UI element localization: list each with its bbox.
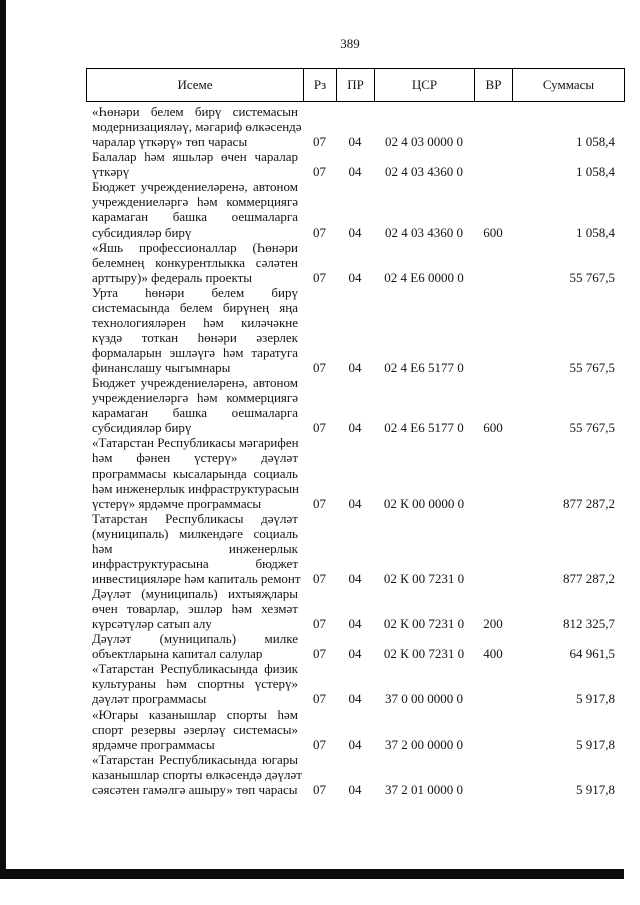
row-name: [86, 179, 303, 239]
row-name-line: Бюджет учреждениеләренә, автоном: [92, 375, 298, 391]
row-name-line: һәм фәнен үстерү» дәүләт: [92, 450, 298, 466]
row-name-line: «Татарстан Республикасында физик: [92, 661, 298, 677]
row-name-line: Дәүләт (муниципаль) ихтыяҗлары: [92, 586, 298, 601]
row-name-line: Дәүләт (муниципаль) милке: [92, 631, 298, 647]
csr-cell: 02 4 E6 5177 0: [384, 360, 464, 376]
rz-cell: 07: [313, 360, 326, 376]
rz-cell: 07: [313, 269, 326, 285]
table-row: [86, 375, 625, 435]
header-rz: Рз: [304, 69, 337, 101]
row-name: [86, 240, 303, 285]
vr-cell: 400: [483, 646, 503, 662]
csr-cell: 02 К 00 7231 0: [383, 646, 465, 662]
row-name: [86, 285, 303, 375]
row-name-line: Балалар һәм яшьләр өчен чаралар: [92, 149, 298, 165]
table-row: [86, 661, 625, 706]
row-name: [86, 149, 303, 179]
pr-cell: 04: [348, 781, 362, 797]
pr-cell: 04: [348, 420, 362, 436]
row-name-line: (муниципаль) милкендәге социаль: [92, 525, 298, 541]
row-name-line: Бюджет учреждениеләренә, автоном: [92, 179, 298, 195]
pr-cell: 04: [348, 134, 362, 150]
pr-cell: 04: [348, 736, 362, 752]
csr-cell: 02 К 00 0000 0: [383, 495, 465, 511]
pr-cell: 04: [348, 570, 362, 586]
row-name-line: арттыру)» федераль проекты: [92, 269, 253, 285]
table-header: [86, 68, 625, 102]
row-name-line: «Югары казанышлар спорты һәм: [92, 706, 298, 722]
row-name-line: инвестицияләре һәм капиталь ремонт: [92, 570, 301, 586]
csr-cell: 02 4 03 4360 0: [385, 164, 463, 180]
csr-cell: 02 К 00 7231 0: [383, 616, 465, 632]
rz-cell: 07: [313, 736, 326, 752]
sum-cell: 877 287,2: [563, 495, 615, 511]
pr-cell: 04: [348, 495, 362, 511]
row-name-line: формаларын эшләүгә һәм таратуга: [92, 345, 298, 360]
table-row: [86, 240, 625, 285]
row-name: [86, 661, 303, 706]
sum-cell: 1 058,4: [576, 224, 615, 240]
rz-cell: 07: [313, 691, 326, 707]
scan-edge-bottom: [0, 869, 624, 879]
table-row: [86, 285, 625, 375]
row-name-line: системасында белем бирүнең яңа: [92, 299, 298, 315]
rz-cell: 07: [313, 420, 326, 436]
pr-cell: 04: [348, 269, 362, 285]
row-name-line: «Татарстан Республикасында югары: [92, 751, 298, 767]
header-csr: ЦСР: [375, 69, 475, 101]
row-name-line: модернизацияләү, мәгариф өлкәсендә: [92, 119, 302, 135]
row-name-line: Татарстан Республикасы дәүләт: [92, 510, 298, 526]
row-name-line: финанслашу чыгымнары: [92, 360, 231, 376]
row-name-line: учреждениеләргә һәм коммерциягә: [92, 390, 298, 406]
row-name-line: карамаган башка оешмаларга: [92, 209, 298, 225]
table-row: [86, 752, 625, 797]
rz-cell: 07: [313, 495, 326, 511]
csr-cell: 02 К 00 7231 0: [383, 570, 465, 586]
row-name: [86, 435, 303, 510]
row-name: [86, 752, 303, 797]
header-name: Исеме: [87, 69, 304, 101]
csr-cell: 02 4 03 0000 0: [385, 134, 463, 150]
row-name: [86, 104, 303, 149]
table-row: [86, 511, 625, 586]
row-name-line: субсидияләр бирү: [92, 224, 192, 240]
csr-cell: 02 4 E6 0000 0: [384, 269, 464, 285]
rz-cell: 07: [313, 646, 326, 662]
row-name-line: Урта һөнәри белем бирү: [92, 284, 298, 300]
csr-cell: 37 2 01 0000 0: [385, 781, 463, 797]
row-name: [86, 707, 303, 752]
row-name: [86, 375, 303, 435]
row-name-line: объектларына капитал салулар: [92, 646, 263, 662]
sum-cell: 877 287,2: [563, 570, 615, 586]
header-vr: ВР: [475, 69, 513, 101]
header-pr: ПР: [337, 69, 375, 101]
row-name-line: ярдәмче программасы: [92, 736, 215, 752]
sum-cell: 55 767,5: [569, 269, 615, 285]
vr-cell: 600: [483, 224, 503, 240]
row-name-line: инфраструктурасына бюджет: [92, 555, 298, 571]
csr-cell: 02 4 03 4360 0: [385, 224, 463, 240]
rz-cell: 07: [313, 781, 326, 797]
row-name-line: үткәрү: [92, 164, 130, 180]
row-name-line: учреждениеләргә һәм коммерциягә: [92, 194, 298, 210]
scan-edge-left: [0, 0, 6, 878]
sum-cell: 5 917,8: [576, 736, 615, 752]
pr-cell: 04: [348, 691, 362, 707]
row-name: [86, 586, 303, 631]
header-sum: Суммасы: [542, 77, 595, 92]
table-row: [86, 707, 625, 752]
row-name-line: «Һөнәри белем бирү системасын: [92, 104, 298, 119]
table-row: [86, 149, 625, 179]
row-name-line: культураны һәм спортны үстерү»: [92, 676, 298, 692]
row-name-line: технологияләрен һәм киләчәкне: [92, 314, 298, 330]
sum-cell: 1 058,4: [576, 164, 615, 180]
sum-cell: 812 325,7: [563, 616, 615, 632]
table-row: [86, 631, 625, 661]
pr-cell: 04: [348, 646, 362, 662]
table-row: [86, 104, 625, 149]
rz-cell: 07: [313, 224, 326, 240]
sum-cell: 55 767,5: [569, 420, 615, 436]
table-body: [86, 104, 625, 797]
row-name-line: күздә тоткан һөнәри әзерлек: [92, 329, 298, 345]
row-name-line: һәм инженерлык: [92, 540, 298, 556]
table-row: [86, 179, 625, 239]
vr-cell: 600: [483, 420, 503, 436]
row-name-line: чаралар үткәрү» төп чарасы: [92, 134, 248, 150]
vr-cell: 200: [483, 616, 503, 632]
row-name-line: өчен товарлар, эшләр һәм хезмәт: [92, 601, 298, 617]
pr-cell: 04: [348, 164, 362, 180]
table-row: [86, 435, 625, 510]
table-row: [86, 586, 625, 631]
row-name-line: белемнең конкурентлыкка сәләтен: [92, 254, 298, 270]
row-name-line: дәүләт программасы: [92, 691, 207, 707]
csr-cell: 37 0 00 0000 0: [385, 691, 463, 707]
sum-cell: 55 767,5: [569, 360, 615, 376]
sum-cell: 5 917,8: [576, 691, 615, 707]
rz-cell: 07: [313, 134, 326, 150]
row-name: [86, 631, 303, 661]
sum-cell: 1 058,4: [576, 134, 615, 150]
rz-cell: 07: [313, 616, 326, 632]
page-number: 389: [340, 36, 360, 51]
row-name-line: карамаган башка оешмаларга: [92, 405, 298, 421]
row-name-line: программасы кысаларында социаль: [92, 465, 298, 481]
row-name: [86, 511, 303, 586]
sum-cell: 5 917,8: [576, 781, 615, 797]
row-name-line: һәм инженерлык инфраструктурасын: [92, 480, 300, 496]
row-name-line: үстерү» ярдәмче программасы: [92, 495, 262, 511]
pr-cell: 04: [348, 616, 362, 632]
row-name-line: «Татарстан Республикасы мәгарифен: [92, 435, 299, 451]
row-name-line: казанышлар спорты өлкәсендә дәүләт: [92, 766, 302, 782]
row-name-line: спорт резервы әзерләү системасы»: [92, 721, 298, 737]
row-name-line: «Яшь профессионаллар (Һөнәри: [92, 239, 298, 255]
row-name-line: сәясәтен гамәлгә ашыру» төп чарасы: [92, 781, 298, 797]
pr-cell: 04: [348, 360, 362, 376]
rz-cell: 07: [313, 570, 326, 586]
rz-cell: 07: [313, 164, 326, 180]
row-name-line: күрсәтүләр сатып алу: [92, 616, 212, 632]
csr-cell: 02 4 E6 5177 0: [384, 420, 464, 436]
pr-cell: 04: [348, 224, 362, 240]
csr-cell: 37 2 00 0000 0: [385, 736, 463, 752]
sum-cell: 64 961,5: [569, 646, 615, 662]
row-name-line: субсидияләр бирү: [92, 420, 192, 436]
